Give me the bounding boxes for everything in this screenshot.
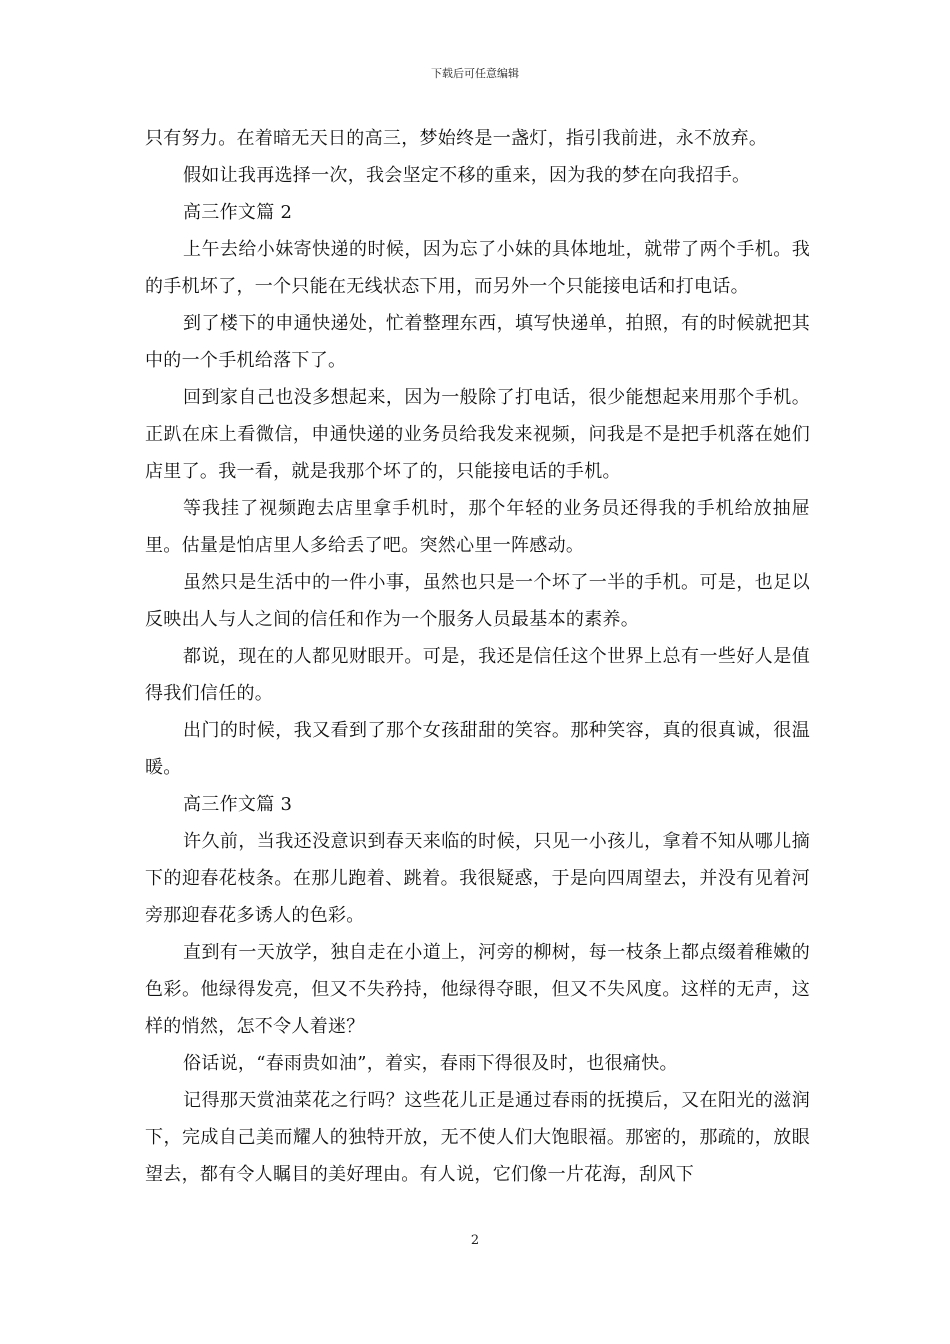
section-heading: 高三作文篇 3 <box>183 794 293 815</box>
section-heading: 高三作文篇 2 <box>183 202 293 223</box>
paragraph: 假如让我再选择一次，我会坚定不移的重来，因为我的梦在向我招手。 <box>183 165 751 186</box>
paragraph: 等我挂了视频跑去店里拿手机时，那个年轻的业务员还得我的手机给放抽屉里。估量是怕店里人多给丢了吧。突然心里一阵感动。 <box>145 498 810 556</box>
paragraph: 到了楼下的申通快递处，忙着整理东西，填写快递单，拍照，有的时候就把其中的一个手机给落下了。 <box>145 313 810 371</box>
page-header: 下载后可任意编辑 <box>431 67 519 80</box>
paragraph: 出门的时候，我又看到了那个女孩甜甜的笑容。那种笑容，真的很真诚，很温暖。 <box>145 720 810 778</box>
paragraph: 上午去给小妹寄快递的时候，因为忘了小妹的具体地址，就带了两个手机。我的手机坏了，一个只能在无线状态下用，而另外一个只能接电话和打电话。 <box>145 239 810 297</box>
page-number: 2 <box>470 1233 480 1248</box>
paragraph: 都说，现在的人都见财眼开。可是，我还是信任这个世界上总有一些好人是值得我们信任的。 <box>145 646 810 704</box>
paragraph: 俗话说，“春雨贵如油”，着实，春雨下得很及时，也很痛快。 <box>183 1053 678 1074</box>
paragraph: 只有努力。在着暗无天日的高三，梦始终是一盏灯，指引我前进，永不放弃。 <box>145 128 768 149</box>
paragraph: 虽然只是生活中的一件小事，虽然也只是一个坏了一半的手机。可是，也足以反映出人与人之间的信任和作为一个服务人员最基本的素养。 <box>145 572 810 630</box>
paragraph: 直到有一天放学，独自走在小道上，河旁的柳树，每一枝条上都点缀着稚嫩的色彩。他绿得发亮，但又不失矜持，他绿得夺眼，但又不失风度。这样的无声，这样的悄然，怎不令人着迷？ <box>145 942 810 1037</box>
document-body <box>145 120 810 1193</box>
paragraph: 记得那天赏油菜花之行吗？这些花儿正是通过春雨的抚摸后，又在阳光的滋润下，完成自己美而耀人的独特开放，无不使人们大饱眼福。那密的，那疏的，放眼望去，都有令人瞩目的美好理由。有人说，它们像一片花海，刮风下 <box>145 1090 810 1185</box>
paragraph: 许久前，当我还没意识到春天来临的时候，只见一小孩儿，拿着不知从哪儿摘下的迎春花枝条。在那儿跑着、跳着。我很疑惑，于是向四周望去，并没有见着河旁那迎春花多诱人的色彩。 <box>145 831 810 926</box>
paragraph: 回到家自己也没多想起来，因为一般除了打电话，很少能想起来用那个手机。正趴在床上看微信，申通快递的业务员给我发来视频，问我是不是把手机落在她们店里了。我一看，就是我那个坏了的，只能接电话的手机。 <box>145 387 810 482</box>
